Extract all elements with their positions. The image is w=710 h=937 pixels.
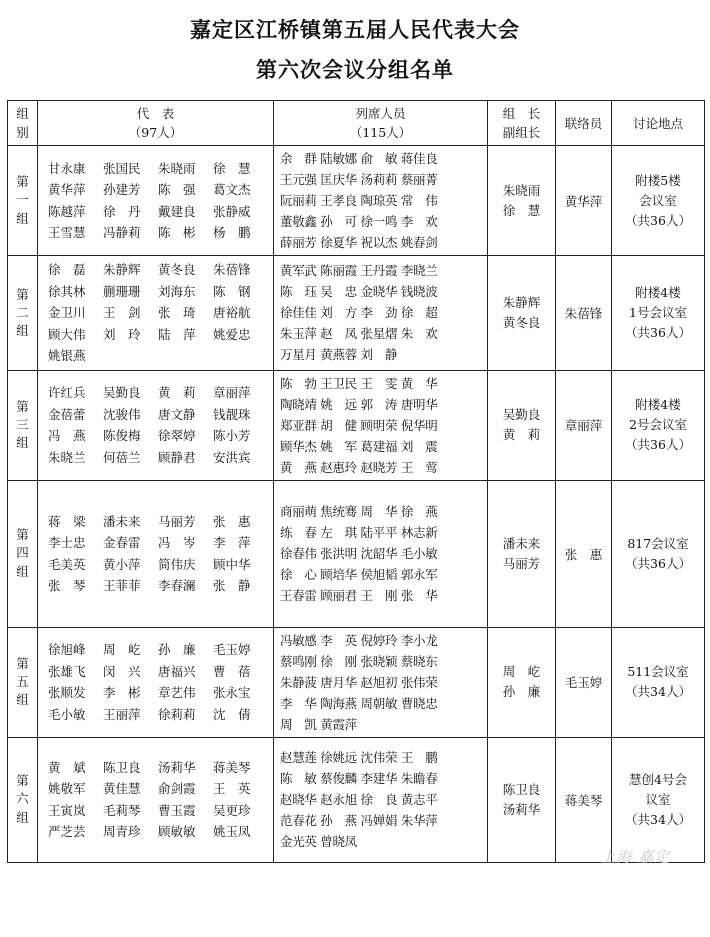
delegate-name: 潘未来 <box>103 513 141 529</box>
attendee-line: 商丽萌 焦统骞 周 华 徐 燕 <box>280 504 438 519</box>
delegate-name: 李 萍 <box>213 535 251 550</box>
delegate-name: 顾大伟 <box>48 326 86 342</box>
delegate-name: 毛小敏 <box>48 706 86 722</box>
document-title: 嘉定区江桥镇第五届人民代表大会 <box>190 18 520 42</box>
attendee-line: 金光英 曾晓凤 <box>280 834 357 849</box>
delegate-name <box>213 345 268 367</box>
delegate-name: 张 琦 <box>158 305 196 320</box>
delegate-name: 朱静辉 <box>103 262 141 277</box>
header-attendees: 列席人员 （115人） <box>274 101 488 146</box>
attendee-line: 冯敏感 李 英 倪婷玲 李小龙 <box>280 632 438 648</box>
delegate-name: 安洪宾 <box>213 449 251 465</box>
delegate-name: 张顺发 <box>48 685 86 700</box>
leader-name: 马丽芳 <box>502 555 541 571</box>
delegate-name: 姚银燕 <box>48 348 86 363</box>
delegate-name: 闵 兴 <box>103 663 141 679</box>
delegate-name: 陈小芳 <box>213 428 251 443</box>
group-name: 第 二 组 <box>8 256 38 371</box>
header-leaders: 组 长 副组长 <box>488 101 556 146</box>
attendee-line: 董敬鑫 孙 可 徐一鸣 李 欢 <box>280 214 438 229</box>
delegate-name: 马丽芳 <box>158 513 196 529</box>
leader-name: 黄 莉 <box>502 427 541 442</box>
discussion-location: 附楼4楼 2号会议室 （共36人） <box>612 370 705 480</box>
delegate-name: 严芝芸 <box>48 824 86 839</box>
leader-name: 汤莉华 <box>502 801 541 817</box>
leader-name: 吴勤良 <box>502 407 541 422</box>
delegate-name: 黄 斌 <box>48 759 86 775</box>
delegate-name: 朱蓓锋 <box>213 262 251 277</box>
delegate-name: 唐福兴 <box>158 663 196 679</box>
delegate-name: 黄小萍 <box>103 556 141 572</box>
attendee-line: 郑亚群 胡 健 顾明荣 倪华明 <box>280 417 438 433</box>
delegate-name: 简伟庆 <box>158 556 196 572</box>
attendee-line: 陈 勃 王卫民 王 雯 黄 华 <box>280 375 438 391</box>
attendee-line: 朱玉萍 赵 凤 张星熠 朱 欢 <box>280 326 438 342</box>
attendee-line: 陈 珏 吴 忠 金晓华 钱晓波 <box>280 284 438 300</box>
delegate-name: 葛文杰 <box>213 182 251 197</box>
contact-person: 蒋美琴 <box>556 737 612 862</box>
delegate-name: 顾敏敏 <box>158 824 196 839</box>
discussion-location: 817会议室 （共36人） <box>612 480 705 627</box>
delegate-name: 朱晓雨 <box>158 160 196 176</box>
delegate-name: 张国民 <box>103 160 141 176</box>
delegate-name: 顾静君 <box>158 449 196 465</box>
delegate-name: 蒋美琴 <box>213 759 251 775</box>
discussion-location: 511会议室 （共34人） <box>612 627 705 737</box>
attendee-line: 陈 敏 蔡俊麟 李建华 朱瞻春 <box>280 771 438 786</box>
delegate-name: 甘永康 <box>48 160 86 176</box>
delegate-name: 徐翠婷 <box>158 428 196 443</box>
delegate-name: 张静威 <box>213 203 251 219</box>
delegate-name: 金蓓蕾 <box>48 406 86 422</box>
attendee-list <box>274 627 488 737</box>
leader-name: 周 屹 <box>502 664 541 679</box>
header-delegates: 代 表 （97人） <box>38 101 274 146</box>
attendee-line: 万星月 黄燕蓉 刘 静 <box>280 347 398 363</box>
delegate-name: 冯静莉 <box>103 225 141 240</box>
delegate-name: 毛莉琴 <box>103 802 141 818</box>
delegate-name: 沈骏伟 <box>103 406 141 422</box>
attendee-list <box>274 256 488 371</box>
attendee-line: 王春雷 顾丽君 王 刚 张 华 <box>280 588 438 603</box>
leader-name: 孙 廉 <box>502 684 541 699</box>
attendee-line: 赵晓华 赵永旭 徐 良 黄志平 <box>280 792 438 807</box>
delegate-name: 王丽萍 <box>103 706 141 722</box>
delegate-name: 黄 莉 <box>158 385 196 400</box>
delegate-name: 李春澜 <box>158 578 196 593</box>
delegate-name: 冯 岑 <box>158 535 196 550</box>
delegate-name: 张永宝 <box>213 685 251 700</box>
group-row <box>8 256 705 371</box>
leader-name: 朱静辉 <box>502 294 541 310</box>
group-name: 第 五 组 <box>8 627 38 737</box>
delegate-name: 徐其林 <box>48 283 86 299</box>
group-leaders <box>488 370 556 480</box>
delegate-name: 毛玉婷 <box>213 642 251 657</box>
delegate-name: 黄华萍 <box>48 182 86 197</box>
delegate-name: 杨 鹏 <box>213 225 251 240</box>
delegate-name: 吴更珍 <box>213 802 251 818</box>
delegate-name: 刘 玲 <box>103 326 141 342</box>
attendee-line: 薛丽芳 徐夏华 祝以杰 姚春剑 <box>280 235 438 250</box>
attendee-list <box>274 737 488 862</box>
delegate-name <box>158 345 213 367</box>
delegate-name: 朱晓兰 <box>48 449 86 465</box>
delegate-list <box>38 146 274 256</box>
attendee-line: 周 凯 黄霞萍 <box>280 716 357 732</box>
attendee-line: 范春花 孙 燕 冯婵娟 朱华萍 <box>280 813 438 828</box>
group-leaders <box>488 480 556 627</box>
group-leaders <box>488 627 556 737</box>
delegate-name: 徐 丹 <box>103 203 141 219</box>
delegate-name: 黄冬良 <box>158 262 196 277</box>
header-group: 组 别 <box>8 101 38 146</box>
attendee-line: 王元强 匡庆华 汤莉莉 蔡丽菁 <box>280 172 438 187</box>
delegate-name: 王菲菲 <box>103 578 141 593</box>
delegate-name: 黄佳慧 <box>103 781 141 796</box>
delegate-name: 金春雷 <box>103 535 141 550</box>
delegate-name: 毛美英 <box>48 556 86 572</box>
delegate-name: 徐 磊 <box>48 262 86 277</box>
leader-name: 朱晓雨 <box>502 182 541 198</box>
delegate-name: 何蓓兰 <box>103 449 141 465</box>
delegate-name: 冯 燕 <box>48 428 86 443</box>
attendee-line: 陶晓靖 姚 远 郭 涛 唐明华 <box>280 396 438 412</box>
delegate-name: 徐旭峰 <box>48 642 86 657</box>
attendee-list <box>274 480 488 627</box>
delegate-list <box>38 627 274 737</box>
contact-person: 朱蓓锋 <box>556 256 612 371</box>
delegate-name: 姚爱忠 <box>213 326 251 342</box>
attendee-line: 蔡鸣刚 徐 刚 张晓颖 蔡晓东 <box>280 653 438 669</box>
delegate-name: 李士忠 <box>48 535 86 550</box>
delegate-name: 张雄飞 <box>48 663 86 679</box>
delegate-name: 李 彬 <box>103 685 141 700</box>
contact-person: 张 惠 <box>556 480 612 627</box>
discussion-location: 附楼4楼 1号会议室 （共36人） <box>612 256 705 371</box>
delegate-name: 章艺伟 <box>158 685 196 700</box>
delegate-name: 金卫川 <box>48 305 86 320</box>
leader-name: 黄冬良 <box>502 314 541 330</box>
delegate-name: 唐裕航 <box>213 305 251 320</box>
attendee-line: 朱静菠 唐月华 赵旭初 张伟荣 <box>280 674 438 690</box>
group-name: 第 一 组 <box>8 146 38 256</box>
delegate-name: 陈 彬 <box>158 225 196 240</box>
delegate-name: 徐莉莉 <box>158 706 196 722</box>
attendee-list <box>274 146 488 256</box>
delegate-name: 陈卫良 <box>103 759 141 775</box>
attendee-list <box>274 370 488 480</box>
contact-person: 毛玉婷 <box>556 627 612 737</box>
attendee-line: 黄军武 陈丽霞 王丹霞 李晓兰 <box>280 263 438 279</box>
attendee-line: 余 群 陆敏娜 俞 敏 蒋佳良 <box>280 151 438 166</box>
delegate-list <box>38 370 274 480</box>
delegate-list <box>38 480 274 627</box>
group-row <box>8 146 705 256</box>
contact-person: 章丽萍 <box>556 370 612 480</box>
delegate-name: 张 惠 <box>213 513 251 529</box>
group-name: 第 六 组 <box>8 737 38 862</box>
leader-name: 潘未来 <box>502 535 541 551</box>
delegate-name: 周 屹 <box>103 642 141 657</box>
delegate-name: 钱靓珠 <box>213 406 251 422</box>
delegate-name: 王寅岚 <box>48 802 86 818</box>
attendee-line: 李 华 陶海燕 周朝敏 曹晓忠 <box>280 695 438 711</box>
group-leaders <box>488 146 556 256</box>
header-contact: 联络员 <box>556 101 612 146</box>
attendee-line: 徐 心 顾培华 侯旭韬 郭永军 <box>280 567 438 582</box>
delegate-name: 唐文静 <box>158 406 196 422</box>
delegate-name: 姚敬军 <box>48 781 86 796</box>
contact-person: 黄华萍 <box>556 146 612 256</box>
delegate-name: 张 琴 <box>48 578 86 593</box>
document-subtitle: 第六次会议分组名单 <box>256 58 454 82</box>
delegate-name: 徐 慧 <box>213 160 251 176</box>
delegate-name: 王 英 <box>213 781 251 796</box>
delegate-name: 沈 倩 <box>213 706 251 722</box>
delegate-name: 蒯珊珊 <box>103 283 141 299</box>
delegate-name: 吴勤良 <box>103 385 141 400</box>
delegate-name: 陈俊梅 <box>103 428 141 443</box>
group-leaders <box>488 737 556 862</box>
delegate-name: 王雪慧 <box>48 225 86 240</box>
leader-name: 徐 慧 <box>502 202 541 218</box>
delegate-list <box>38 737 274 862</box>
group-row <box>8 370 705 480</box>
delegate-name: 王 剑 <box>103 305 141 320</box>
attendee-line: 徐春伟 张洪明 沈韶华 毛小敏 <box>280 546 438 561</box>
leader-name: 陈卫良 <box>502 781 541 797</box>
table-header-row <box>8 101 705 146</box>
delegate-name: 许红兵 <box>48 385 86 400</box>
attendee-line: 赵慧莲 徐姚远 沈伟荣 王 鹏 <box>280 750 438 765</box>
delegate-name: 陈 强 <box>158 182 196 197</box>
group-row <box>8 737 705 862</box>
delegate-name: 陆 萍 <box>158 326 196 342</box>
attendee-line: 徐佳佳 刘 方 李 劲 徐 超 <box>280 305 438 321</box>
discussion-location: 附楼5楼 会议室 （共36人） <box>612 146 705 256</box>
discussion-location: 慧创4号会 议室 （共34人） <box>612 737 705 862</box>
group-leaders <box>488 256 556 371</box>
delegate-name: 刘海东 <box>158 283 196 299</box>
group-roster-table <box>7 100 705 863</box>
attendee-line: 顾华杰 姚 军 葛建福 刘 震 <box>280 438 438 454</box>
delegate-name <box>103 345 158 367</box>
delegate-name: 顾中华 <box>213 556 251 572</box>
delegate-name: 俞剑霞 <box>158 781 196 796</box>
attendee-line: 练 春 左 琪 陆平平 林志新 <box>280 525 438 540</box>
delegate-name: 孙 廉 <box>158 642 196 657</box>
delegate-name: 蒋 梁 <box>48 513 86 529</box>
delegate-name: 陈 钢 <box>213 283 251 299</box>
delegate-name: 曹 蓓 <box>213 663 251 679</box>
watermark: 上海 嘉定 <box>600 848 670 866</box>
delegate-name: 孙建芳 <box>103 182 141 197</box>
delegate-name: 戴建良 <box>158 203 196 219</box>
header-location: 讨论地点 <box>612 101 705 146</box>
delegate-name: 姚玉凤 <box>213 824 251 839</box>
delegate-name: 周青珍 <box>103 824 141 839</box>
delegate-name: 曹玉霞 <box>158 802 196 818</box>
delegate-name: 陈越萍 <box>48 203 86 219</box>
attendee-line: 黄 燕 赵惠玲 赵晓芳 王 莺 <box>280 459 438 475</box>
attendee-line: 阮丽莉 王孝良 陶琼英 常 伟 <box>280 193 438 208</box>
group-name: 第 三 组 <box>8 370 38 480</box>
delegate-name: 张 静 <box>213 578 251 593</box>
group-row <box>8 627 705 737</box>
group-name: 第 四 组 <box>8 480 38 627</box>
delegate-name: 章丽萍 <box>213 385 251 400</box>
group-row <box>8 480 705 627</box>
delegate-list <box>38 256 274 371</box>
delegate-name: 汤莉华 <box>158 759 196 775</box>
